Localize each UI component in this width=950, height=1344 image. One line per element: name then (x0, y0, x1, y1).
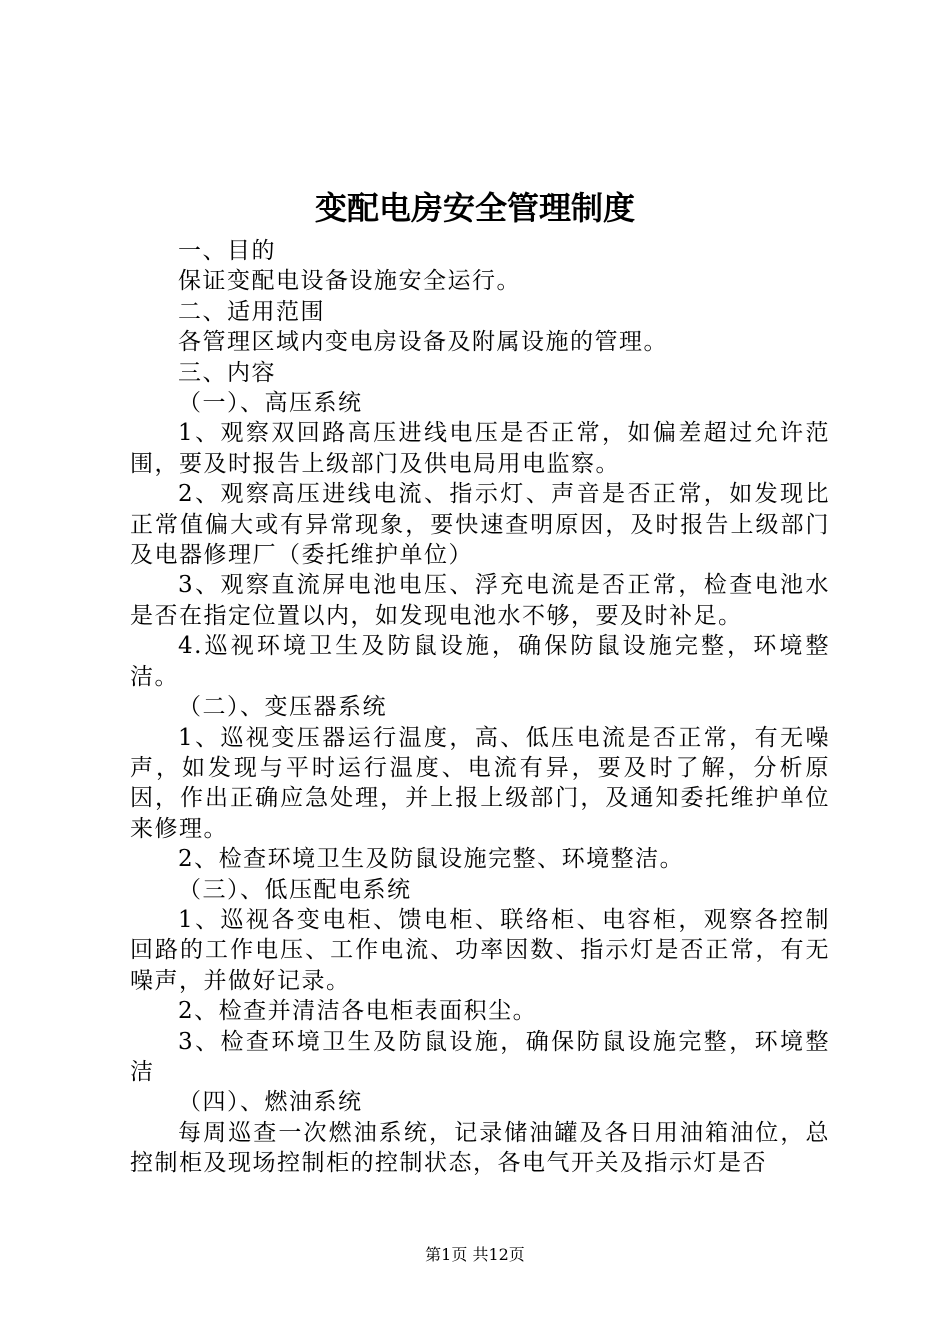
paragraph-high-voltage-4: 4.巡视环境卫生及防鼠设施，确保防鼠设施完整，环境整洁。 (130, 633, 830, 690)
paragraph-low-voltage-3: 3、检查环境卫生及防鼠设施，确保防鼠设施完整，环境整洁 (130, 1028, 830, 1085)
subsection-heading-high-voltage: （一）、高压系统 (178, 390, 363, 417)
document-title: 变配电房安全管理制度 (314, 189, 635, 227)
paragraph-transformer-1: 1、巡视变压器运行温度，高、低压电流是否正常，有无噪声，如发现与平时运行温度、电流有异，要及时了解，分析原因，作出正确应急处理，并上报上级部门，及通知委托维护单位来修理。 (130, 724, 830, 842)
paragraph-low-voltage-1: 1、巡视各变电柜、馈电柜、联络柜、电容柜，观察各控制回路的工作电压、工作电流、功率因数、指示灯是否正常，有无噪声，并做好记录。 (130, 906, 830, 994)
subsection-heading-fuel: （四）、燃油系统 (178, 1089, 363, 1116)
section-heading-purpose: 一、目的 (178, 238, 276, 264)
subsection-heading-transformer: （二）、变压器系统 (178, 694, 387, 721)
paragraph-purpose: 保证变配电设备设施安全运行。 (178, 268, 521, 295)
paragraph-high-voltage-2: 2、观察高压进线电流、指示灯、声音是否正常，如发现比正常值偏大或有异常现象，要快速查明原因，及时报告上级部门及电器修理厂（委托维护单位） (130, 481, 830, 569)
paragraph-high-voltage-1: 1、观察双回路高压进线电压是否正常，如偏差超过允许范围，要及时报告上级部门及供电局用电监察。 (130, 420, 830, 477)
document-body (130, 236, 830, 1179)
paragraph-high-voltage-3: 3、观察直流屏电池电压、浮充电流是否正常，检查电池水是否在指定位置以内，如发现电池水不够，要及时补足。 (130, 572, 830, 629)
subsection-heading-low-voltage: （三）、低压配电系统 (178, 876, 412, 903)
paragraph-scope: 各管理区域内变电房设备及附属设施的管理。 (178, 329, 668, 356)
paragraph-transformer-2: 2、检查环境卫生及防鼠设施完整、环境整洁。 (178, 846, 685, 873)
paragraph-low-voltage-2: 2、检查并清洁各电柜表面积尘。 (178, 998, 538, 1025)
page-number: 第1页 共12页 (425, 1245, 525, 1264)
section-heading-content: 三、内容 (178, 359, 276, 386)
paragraph-fuel-1: 每周巡查一次燃油系统，记录储油罐及各日用油箱油位，总控制柜及现场控制柜的控制状态，各电气开关及指示灯是否 (130, 1119, 830, 1177)
section-heading-scope: 二、适用范围 (178, 298, 325, 325)
